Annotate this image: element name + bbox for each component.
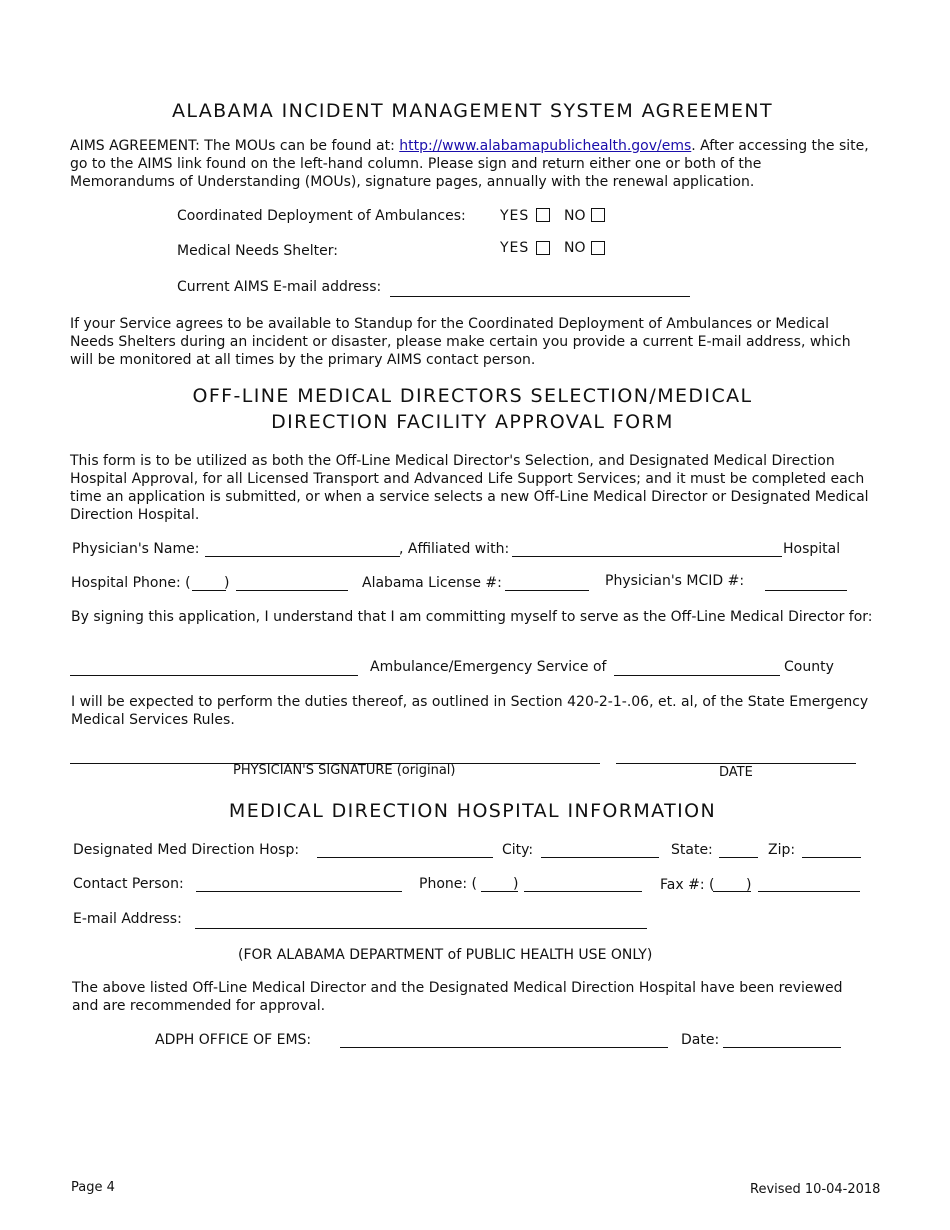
county-label: County xyxy=(784,659,834,675)
zip-label: Zip: xyxy=(768,842,796,858)
shelter-yes-label: YES xyxy=(500,240,530,256)
signature-date-label: DATE xyxy=(719,765,753,780)
mcid-label: Physician's MCID #: xyxy=(605,573,745,589)
aims-email-field[interactable] xyxy=(390,296,690,297)
affiliated-label: , Affiliated with: xyxy=(399,541,510,557)
offline-intro: This form is to be utilized as both the Off-Line Medical Director's Selection, and Designated Medical Direction Hospital Approval, for all Licensed Transport and Advanced Life Support Services; and it must be completed each time an application is submitted, or when a service selects a new Off-Line Medical Director or Designated Medical Direction Hospital. xyxy=(70,453,869,523)
adph-reviewed-text: The above listed Off-Line Medical Director and the Designated Medical Direction Hospital have been reviewed and are recommended for approval. xyxy=(72,980,843,1014)
hospital-phone-area-field[interactable] xyxy=(192,590,226,591)
designated-hosp-label: Designated Med Direction Hosp: xyxy=(73,842,300,858)
aims-mou-link[interactable]: http://www.alabamapublichealth.gov/ems xyxy=(399,138,692,154)
state-field[interactable] xyxy=(719,857,758,858)
hospital-phone-label: Hospital Phone: ( xyxy=(71,575,191,591)
contact-person-field[interactable] xyxy=(196,891,402,892)
hospital-email-field[interactable] xyxy=(195,928,647,929)
hospital-info-title: MEDICAL DIRECTION HOSPITAL INFORMATION xyxy=(228,800,717,822)
offline-title-line1: OFF-LINE MEDICAL DIRECTORS SELECTION/MEDICAL xyxy=(192,385,753,407)
license-field[interactable] xyxy=(505,590,589,591)
revised-date: Revised 10-04-2018 xyxy=(750,1182,881,1197)
affiliated-field[interactable] xyxy=(512,556,782,557)
page-number: Page 4 xyxy=(71,1180,115,1195)
hospital-email-label: E-mail Address: xyxy=(73,911,182,927)
city-label: City: xyxy=(502,842,534,858)
ambulance-yes-label: YES xyxy=(500,208,530,224)
license-label: Alabama License #: xyxy=(362,575,502,591)
shelter-label: Medical Needs Shelter: xyxy=(177,243,339,259)
zip-field[interactable] xyxy=(802,857,861,858)
ambulance-yes-checkbox[interactable] xyxy=(536,208,550,222)
county-field[interactable] xyxy=(614,675,780,676)
adph-office-field[interactable] xyxy=(340,1047,668,1048)
ambulance-no-label: NO xyxy=(564,208,586,224)
offline-title-line2: DIRECTION FACILITY APPROVAL FORM xyxy=(271,411,674,433)
ambulance-no-checkbox[interactable] xyxy=(591,208,605,222)
adph-date-field[interactable] xyxy=(723,1047,841,1048)
hospital-phone-field[interactable] xyxy=(236,590,348,591)
city-field[interactable] xyxy=(541,857,659,858)
aims-intro-label: AIMS AGREEMENT: xyxy=(70,138,200,154)
aims-title: ALABAMA INCIDENT MANAGEMENT SYSTEM AGREEMENT xyxy=(171,100,774,122)
signature-date-field[interactable] xyxy=(616,763,856,764)
shelter-no-checkbox[interactable] xyxy=(591,241,605,255)
aims-intro-pre: The MOUs can be found at: xyxy=(199,138,400,154)
fax-label: Fax #: ( xyxy=(660,877,715,893)
aims-email-label: Current AIMS E-mail address: xyxy=(177,279,382,295)
adph-use-only: (FOR ALABAMA DEPARTMENT of PUBLIC HEALTH USE ONLY) xyxy=(238,947,653,963)
service-name-field[interactable] xyxy=(70,675,358,676)
hospital-phone-paren: ) xyxy=(224,575,230,591)
shelter-yes-checkbox[interactable] xyxy=(536,241,550,255)
signature-label: PHYSICIAN'S SIGNATURE (original) xyxy=(233,763,456,778)
contact-phone-paren: ) xyxy=(513,876,519,892)
mcid-field[interactable] xyxy=(765,590,847,591)
physician-name-label: Physician's Name: xyxy=(72,541,200,557)
adph-office-label: ADPH OFFICE OF EMS: xyxy=(155,1032,312,1048)
shelter-no-label: NO xyxy=(564,240,586,256)
state-label: State: xyxy=(671,842,713,858)
designated-hosp-field[interactable] xyxy=(317,857,493,858)
adph-date-label: Date: xyxy=(681,1032,720,1048)
physician-name-field[interactable] xyxy=(205,556,400,557)
hospital-suffix: Hospital xyxy=(783,541,841,557)
ambulance-service-label: Ambulance/Emergency Service of xyxy=(370,659,607,675)
contact-phone-label: Phone: ( xyxy=(419,876,477,892)
fax-paren: ) xyxy=(746,877,752,893)
contact-person-label: Contact Person: xyxy=(73,876,184,892)
contact-phone-field[interactable] xyxy=(524,891,642,892)
aims-note: If your Service agrees to be available to Standup for the Coordinated Deployment of Ambulances or Medical Needs Shelters during an incident or disaster, please make certain you provide a current E-mail address, which will be monitored at all times by the primary AIMS contact person. xyxy=(70,316,851,368)
duties-text: I will be expected to perform the duties thereof, as outlined in Section 420-2-1-.06, et. al, of the State Emergency Medical Services Rules. xyxy=(71,694,869,728)
ambulance-deploy-label: Coordinated Deployment of Ambulances: xyxy=(177,208,466,224)
fax-field[interactable] xyxy=(758,891,860,892)
aims-intro xyxy=(70,137,870,191)
commit-text: By signing this application, I understand that I am committing myself to serve as the Off-Line Medical Director for: xyxy=(71,609,873,625)
aims-intro-post: . After accessing the site, go to the AIMS link found on the left-hand column. Please sign and return either one or both of the Memorandums of Understanding (MOUs), signature pages, annually with the renewal application. xyxy=(70,138,869,190)
